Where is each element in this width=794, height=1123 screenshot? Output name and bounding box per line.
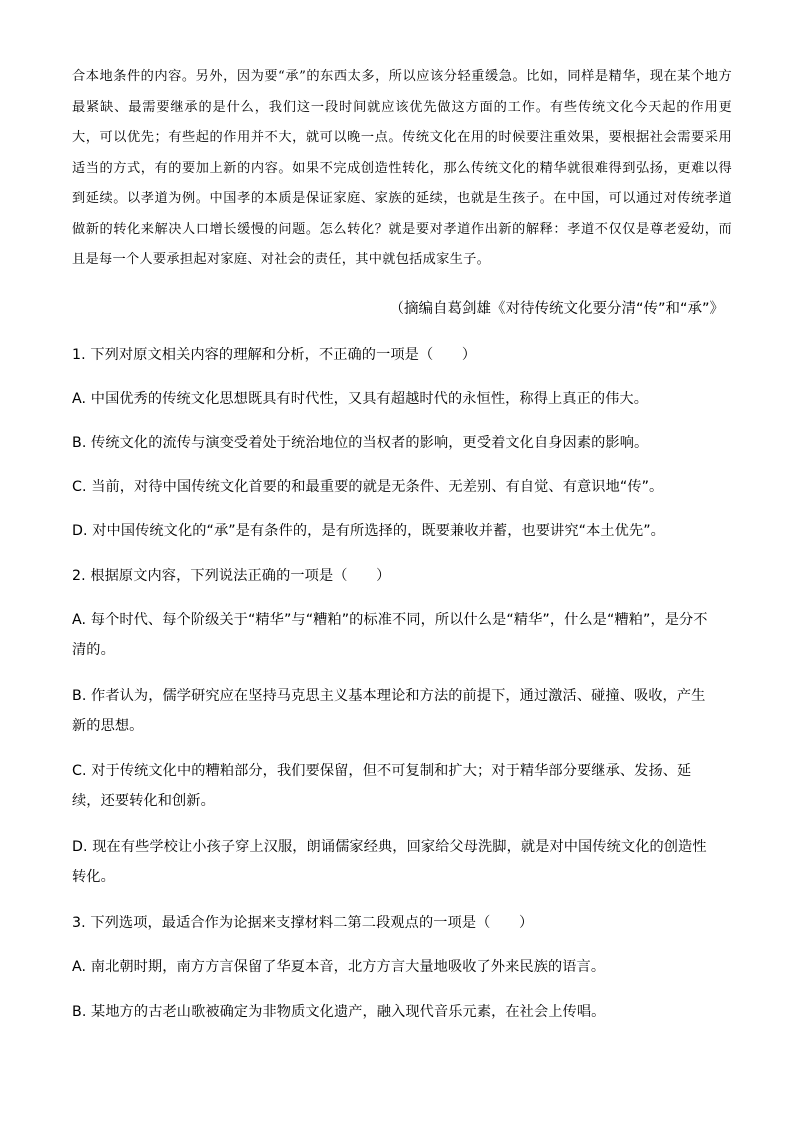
question-2-option-a: A. 每个时代、每个阶级关于“精华”与“糟粕”的标准不同，所以什么是“精华”，什么是“糟粕”，是分不清的。: [72, 612, 708, 658]
question-3-stem: 3. 下列选项，最适合作为论据来支撑材料二第二段观点的一项是（ ）: [72, 915, 534, 931]
question-3-option-b: B. 某地方的古老山歌被确定为非物质文化遗产，融入现代音乐元素，在社会上传唱。: [72, 1004, 606, 1020]
question-1-option-a: A. 中国优秀的传统文化思想既具有时代性，又具有超越时代的永恒性，称得上真正的伟大。: [72, 391, 648, 407]
question-3-option-a: A. 南北朝时期，南方方言保留了华夏本音，北方方言大量地吸收了外来民族的语言。: [72, 959, 606, 975]
passage-text: 合本地条件的内容。另外，因为要“承”的东西太多，所以应该分轻重缓急。比如，同样是精华，现在某个地方最紧缺、最需要继承的是什么，我们这一段时间就应该优先做这方面的工作。有些传统文化今天起的作用更大，可以优先；有些起的作用并不大，就可以晚一点。传统文化在用的时候要注重效果，要根据社会需要采用适当的方式，有的要加上新的内容。如果不完成创造性转化，那么传统文化的精华就很难得到弘扬，更难以得到延续。以孝道为例。中国孝的本质是保证家庭、家族的延续，也就是生孩子。在中国，可以通过对传统孝道做新的转化来解决人口增长缓慢的问题。怎么转化？就是要对孝道作出新的解释：孝道不仅仅是尊老爱幼，而且是每一个人要承担起对家庭、对社会的责任，其中就包括成家生子。: [72, 69, 732, 267]
question-2-option-b: B. 作者认为，儒学研究应在坚持马克思主义基本理论和方法的前提下，通过激活、碰撞、吸收，产生新的思想。: [72, 688, 706, 734]
source-citation: （摘编自葛剑雄《对待传统文化要分清“传”和“承”》: [389, 301, 724, 317]
question-1-option-d: D. 对中国传统文化的“承”是有条件的，是有所选择的，既要兼收并蓄，也要讲究“本土优先”。: [72, 523, 665, 539]
question-1-option-c: C. 当前，对待中国传统文化首要的和最重要的就是无条件、无差别、有自觉、有意识地“传”。: [72, 479, 664, 495]
question-2-option-c: C. 对于传统文化中的糟粕部分，我们要保留，但不可复制和扩大；对于精华部分要继承、发扬、延续，还要转化和创新。: [72, 763, 692, 809]
question-2-option-d: D. 现在有些学校让小孩子穿上汉服，朗诵儒家经典，回家给父母洗脚，就是对中国传统文化的创造性转化。: [72, 839, 707, 885]
question-1-option-b: B. 传统文化的流传与演变受着处于统治地位的当权者的影响，更受着文化自身因素的影响。: [72, 435, 649, 451]
question-2-stem: 2. 根据原文内容，下列说法正确的一项是（ ）: [72, 568, 391, 584]
question-1-stem: 1. 下列对原文相关内容的理解和分析，不正确的一项是（ ）: [72, 347, 477, 363]
